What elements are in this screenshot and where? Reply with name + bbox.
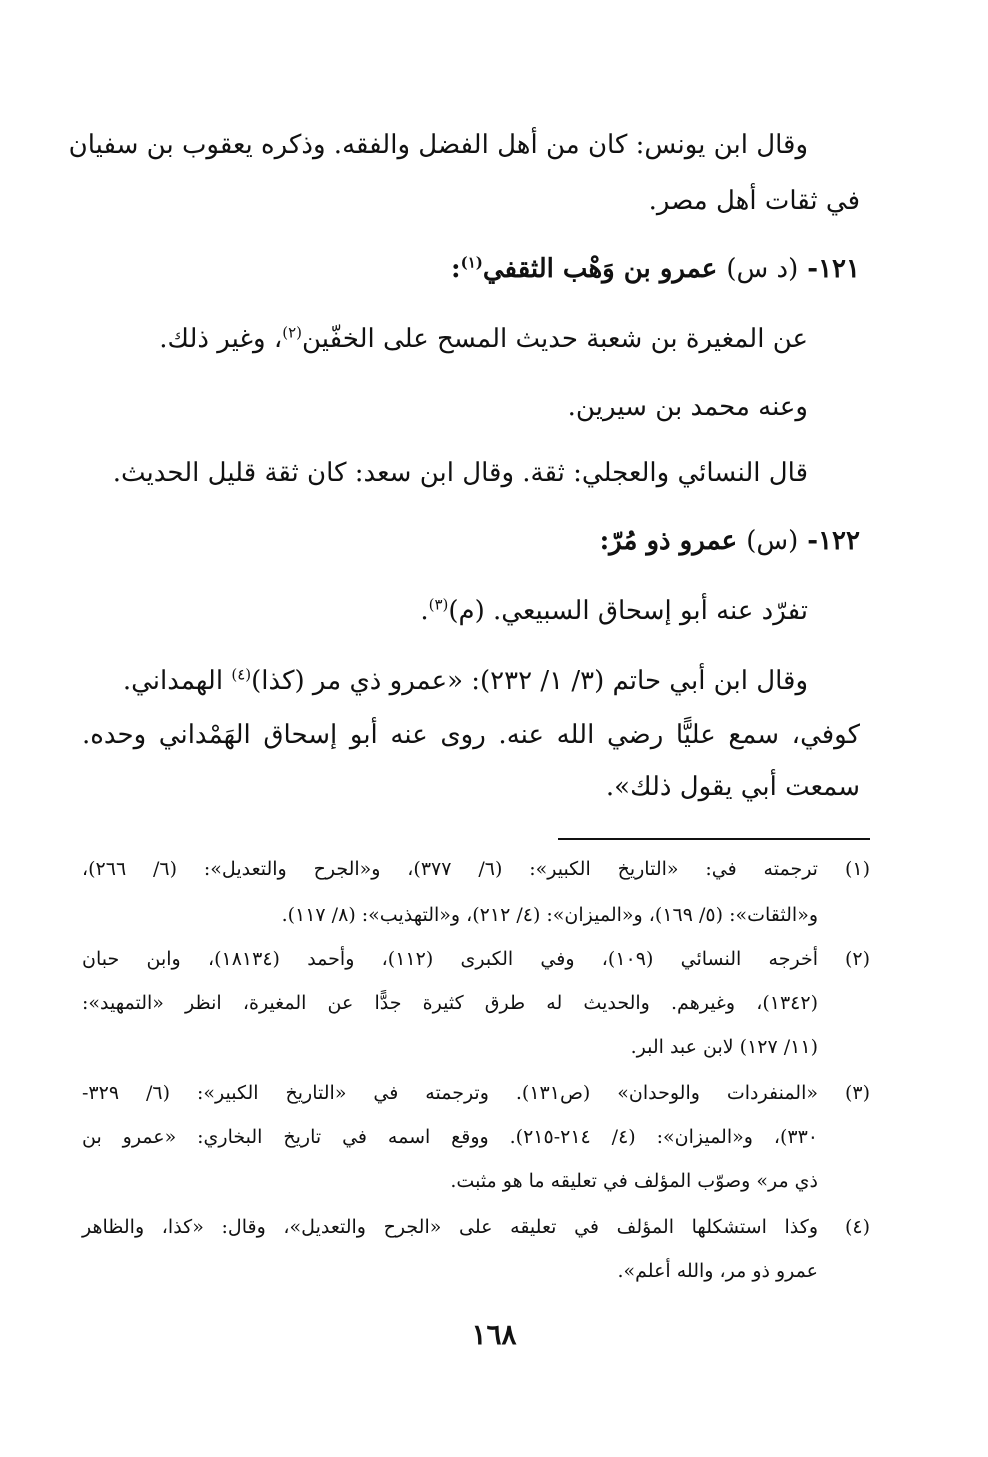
entry-number: ١٢١- (807, 254, 860, 284)
text-span: عن المغيرة بن شعبة حديث المسح على الخفّين (302, 324, 808, 354)
entry-suffix: : (451, 254, 461, 284)
footnote-line: و«الثقات»: (٥/ ١٦٩)، و«الميزان»: (٤/ ٢١٢)، و«التهذيب»: (٨/ ١١٧). (281, 904, 818, 926)
entry-121-line-1 (82, 323, 860, 354)
paragraph-line: وعنه محمد بن سيرين. (567, 392, 808, 422)
footnote-line: عمرو ذو مر، والله أعلم». (617, 1260, 818, 1282)
footnote-ref: (١) (460, 253, 483, 272)
text-span: ، وغير ذلك. (159, 324, 283, 354)
text-span: الهمداني. (122, 666, 232, 696)
footnote-line: ذي مر» وصوّب المؤلف في تعليقه ما هو مثبت. (450, 1170, 818, 1192)
footnote-ref: (٤) (231, 665, 252, 684)
entry-121-line-2 (82, 394, 860, 420)
paragraph-line: قال النسائي والعجلي: ثقة. وقال ابن سعد: كان ثقة قليل الحديث. (112, 458, 808, 488)
paragraph-line: سمعت أبي يقول ذلك». (605, 772, 860, 802)
entry-code: (س) (746, 526, 799, 556)
footnote-number: (٣) (844, 1082, 870, 1104)
entry-122-line-4 (82, 774, 860, 800)
footnote-line: أخرجه النسائي (١٠٩)، وفي الكبرى (١١٢)، وأحمد (١٨١٣٤)، وابن حبان (82, 948, 818, 970)
entry-suffix: : (599, 526, 610, 556)
footnote-line: (١٣٤٢)، وغيرهم. والحديث له طرق كثيرة جدًّا عن المغيرة، انظر «التمهيد»: (82, 992, 818, 1014)
paragraph-line: وقال ابن يونس: كان من أهل الفضل والفقه. وذكره يعقوب بن سفيان (68, 130, 808, 160)
entry-121-heading (82, 253, 860, 284)
footnote-line: ترجمته في: «التاريخ الكبير»: (٦/ ٣٧٧)، و«الجرح والتعديل»: (٦/ ٢٦٦)، (82, 858, 818, 880)
footnote-line: «المنفردات والوحدان» (ص١٣١). وترجمته في «التاريخ الكبير»: (٦/ ٣٢٩- (82, 1082, 819, 1104)
entry-122-line-1 (82, 595, 860, 626)
body-line-2 (82, 188, 860, 214)
footnote-line: ٣٣٠)، و«الميزان»: (٤/ ٢١٤-٢١٥). ووقع اسمه في تاريخ البخاري: «عمرو بن (82, 1126, 818, 1148)
page-number: ١٦٨ (471, 1318, 517, 1351)
entry-121-line-3 (82, 460, 860, 486)
text-span: . (420, 596, 429, 626)
footnote-number: (١) (844, 858, 870, 880)
footnote-line: وكذا استشكلها المؤلف في تعليقه على «الجرح والتعديل»، وقال: «كذا، والظاهر (82, 1216, 818, 1238)
text-span: وقال ابن أبي حاتم (٣/ ١/ ٢٣٢): «عمرو ذي مر (كذا) (251, 666, 808, 696)
entry-122-line-2 (82, 665, 860, 696)
body-line-1 (68, 130, 860, 160)
footnote-ref: (٢) (282, 323, 303, 342)
footnote-number: (٤) (844, 1216, 870, 1238)
footnote-separator (558, 838, 870, 840)
footnote-number: (٢) (844, 948, 870, 970)
text-span: تفرّد عنه أبو إسحاق السبيعي. (م) (448, 596, 808, 626)
entry-code: (د س) (726, 254, 799, 284)
entry-number: ١٢٢- (807, 526, 860, 556)
footnote-line: (١١/ ١٢٧) لابن عبد البر. (630, 1036, 818, 1058)
entry-name: عمرو بن وَهْب الثقفي (482, 254, 718, 284)
entry-name: عمرو ذو مُرّ (609, 526, 738, 556)
entry-122-line-3 (82, 722, 860, 748)
entry-122-heading (82, 528, 860, 554)
footnote-ref: (٣) (428, 595, 449, 614)
paragraph-line: كوفي، سمع عليًّا رضي الله عنه. روى عنه أبو إسحاق الهَمْداني وحده. (82, 720, 860, 750)
paragraph-line: في ثقات أهل مصر. (648, 186, 860, 216)
